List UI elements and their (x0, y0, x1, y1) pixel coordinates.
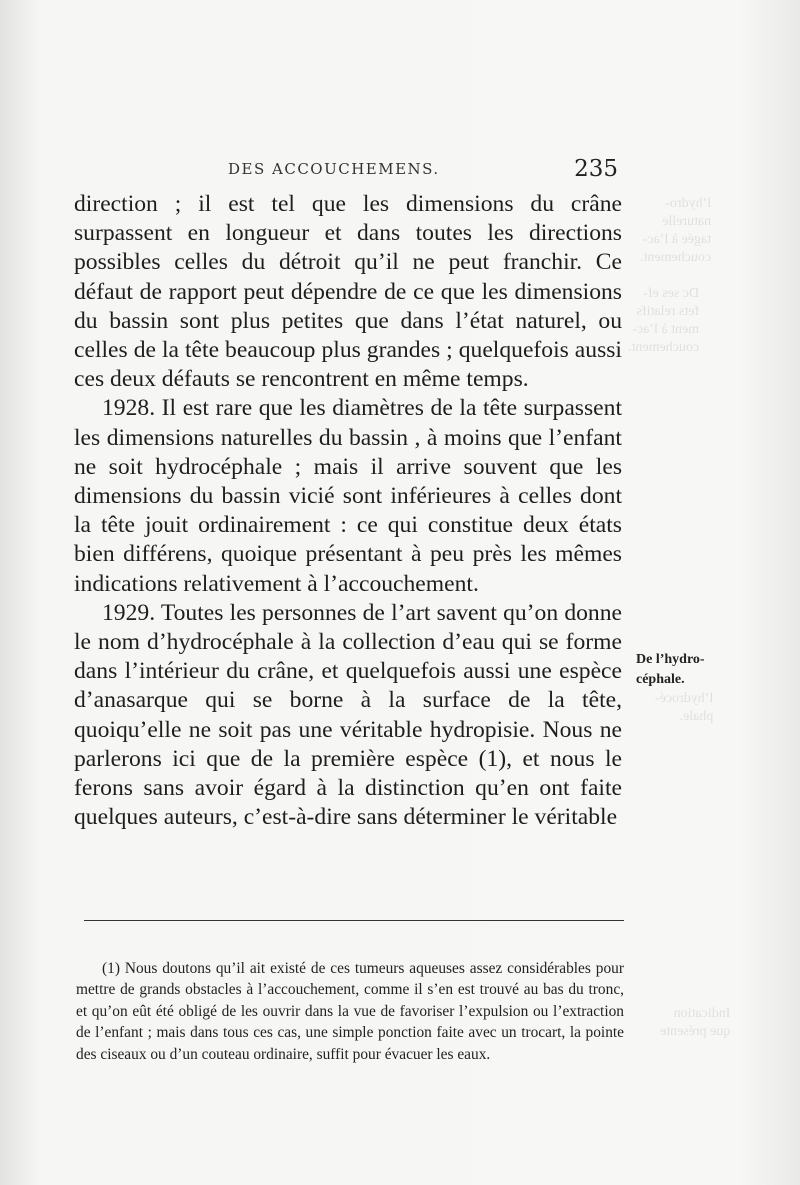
paragraph-1928: 1928. Il est rare que les diamètres de la tête surpassent les dimensions naturelles du bassin , à moins que l’enfant ne soit hydrocéphale ; mais il arrive souvent que les dimensions du bassin vicié sont inférieures à celles dont la tête jouit ordinairement : ce qui constitue deux états bien différens, quoique présentant à peu près les mêmes indications relativement à l’accouchement. (74, 395, 622, 597)
show-through: l’hydrocé- phale. (655, 691, 714, 724)
footnote-rule (84, 920, 624, 921)
main-text (74, 190, 622, 832)
margin-note-line: De l’hydro- (636, 652, 705, 667)
paragraph-continuation: direction ; il est tel que les dimensions du crâne surpassent en longueur et dans toutes les directions possibles celles du détroit qu’il ne peut franchir. Ce défaut de rapport peut dépendre de ce que les dimensions du bassin sont plus petites que dans l’état naturel, ou celles de la tête beaucoup plus grandes ; quelquefois aussi ces deux défauts se rencontrent en même temps. (74, 191, 622, 393)
show-through: Dc ses ef- fets relatifs ment à l’ac- couchement. (628, 286, 700, 355)
show-through: l’hydro- naturelle tagée à l’ac- couchement. (640, 196, 712, 265)
show-through: Indication que présente (660, 1006, 731, 1039)
footnote (76, 958, 624, 1065)
page-number: 235 (574, 156, 618, 182)
running-title: DES ACCOUCHEMENS. (228, 160, 440, 178)
footnote-text: (1) Nous doutons qu’il ait existé de ces tumeurs aqueuses assez considérables pour mettre de grands obstacles à l’accouchement, comme il s’en est trouvé au bas du tronc, et qu’on eût été obligé de les ouvrir dans la vue de favoriser l’expulsion ou l’extraction de l’enfant ; mais dans tous ces cas, une simple ponction faite avec un trocart, la pointe des ciseaux ou d’un couteau ordinaire, suffit pour évacuer les eaux. (76, 960, 624, 1063)
running-head (228, 158, 618, 188)
margin-note-line: céphale. (636, 672, 685, 687)
paragraph-1929: 1929. Toutes les personnes de l’art savent qu’on donne le nom d’hydrocéphale à la collection d’eau qui se forme dans l’intérieur du crâne, et quelquefois aussi une espèce d’anasarque qui se borne à la surface de la tête, quoiqu’elle ne soit pas une véritable hydropisie. Nous ne parlerons ici que de la première espèce (1), et nous le ferons sans avoir égard à la distinction qu’en ont faite quelques auteurs, c’est-à-dire sans déterminer le véritable (74, 599, 622, 831)
margin-note (636, 650, 746, 690)
